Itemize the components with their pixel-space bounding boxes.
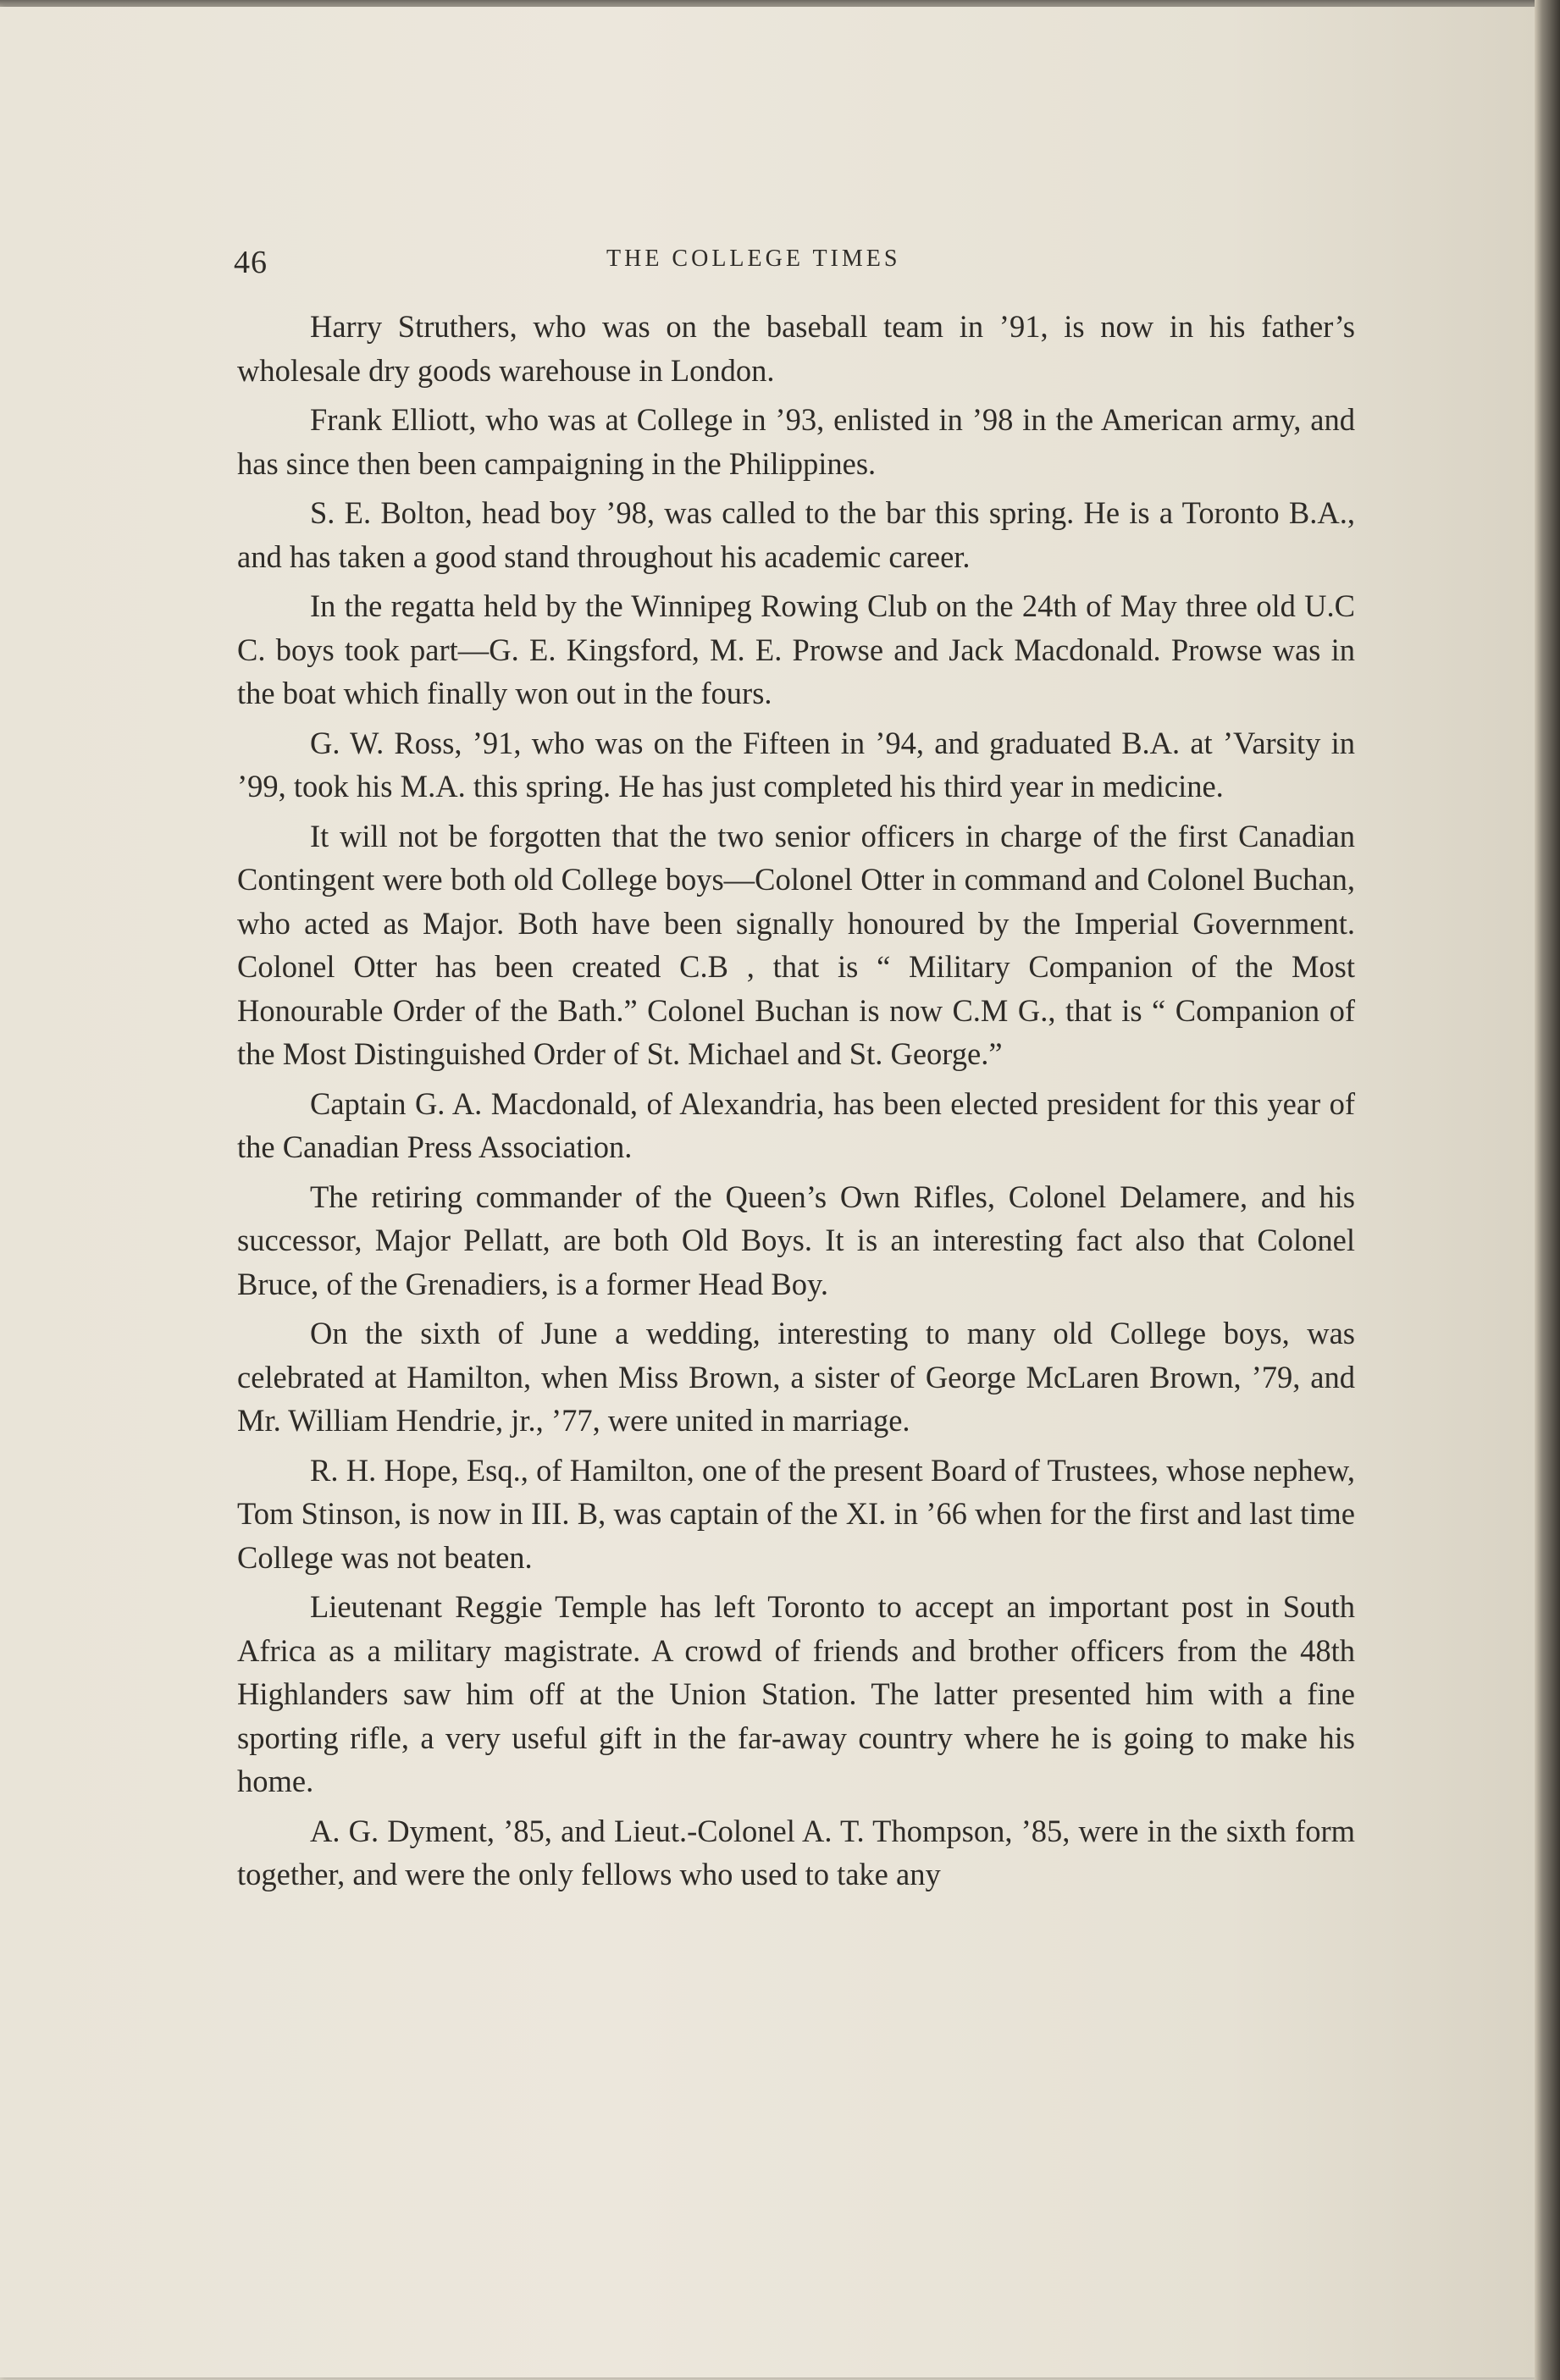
- paragraph: A. G. Dyment, ’85, and Lieut.-Colonel A. T. Thompson, ’85, were in the sixth form together, and were the only fellows who used to take any: [237, 1813, 1355, 1891]
- paragraph: The retiring commander of the Queen’s Own Rifles, Colonel Delamere, and his successor, Major Pellatt, are both Old Boys. It is an interesting fact also that Colonel Bruce, of the Grenadiers, is a former Head Boy.: [237, 1179, 1355, 1301]
- paragraph: G. W. Ross, ’91, who was on the Fifteen in ’94, and graduated B.A. at ’Varsity in ’99, took his M.A. this spring. He has just completed his third year in medicine.: [237, 725, 1355, 803]
- paragraph: Harry Struthers, who was on the baseball team in ’91, is now in his father’s wholesale dry goods warehouse in London.: [237, 309, 1355, 388]
- running-head: THE COLLEGE TIMES: [606, 246, 901, 272]
- paragraph: Frank Elliott, who was at College in ’93, enlisted in ’98 in the American army, and has since then been campaigning in the Philippines.: [237, 402, 1355, 481]
- page-header: [234, 240, 1360, 288]
- paragraph: S. E. Bolton, head boy ’98, was called to the bar this spring. He is a Toronto B.A., and has taken a good stand throughout his academic career.: [237, 495, 1355, 574]
- page-binding-edge: [1535, 0, 1560, 2380]
- article-body: [237, 305, 1355, 1902]
- paragraph: In the regatta held by the Winnipeg Rowing Club on the 24th of May three old U.C C. boys took part—G. E. Kingsford, M. E. Prowse and Jack Macdonald. Prowse was in the boat which finally won out in the fours.: [237, 588, 1355, 710]
- paragraph: Captain G. A. Macdonald, of Alexandria, has been elected president for this year of the Canadian Press Association.: [237, 1085, 1355, 1164]
- paragraph: It will not be forgotten that the two senior officers in charge of the first Canadian Contingent were both old College boys—Colonel Otter in command and Colonel Buchan, who acted as Major. Both have been signally honoured by the Imperial Government. Colonel Otter has been created C.B , that is “ Military Companion of the Most Honourable Order of the Bath.” Colonel Buchan is now C.M G., that is “ Companion of the Most Distinguished Order of St. Michael and St. George.”: [237, 818, 1355, 1071]
- paragraph: R. H. Hope, Esq., of Hamilton, one of the present Board of Trustees, whose nephew, Tom Stinson, is now in III. B, was captain of the XI. in ’66 when for the first and last time College was not beaten.: [237, 1452, 1355, 1575]
- paragraph: Lieutenant Reggie Temple has left Toronto to accept an important post in South Africa as a military magistrate. A crowd of friends and brother officers from the 48th Highlanders saw him off at the Union Station. The latter presented him with a fine sporting rifle, a very useful gift in the far-away country where he is going to make his home.: [237, 1589, 1355, 1798]
- paragraph: On the sixth of June a wedding, interesting to many old College boys, was celebrated at Hamilton, when Miss Brown, a sister of George McLaren Brown, ’79, and Mr. William Hendrie, jr., ’77, were united in marriage.: [237, 1316, 1355, 1438]
- page-number: 46: [234, 245, 268, 280]
- book-page: [0, 7, 1535, 2377]
